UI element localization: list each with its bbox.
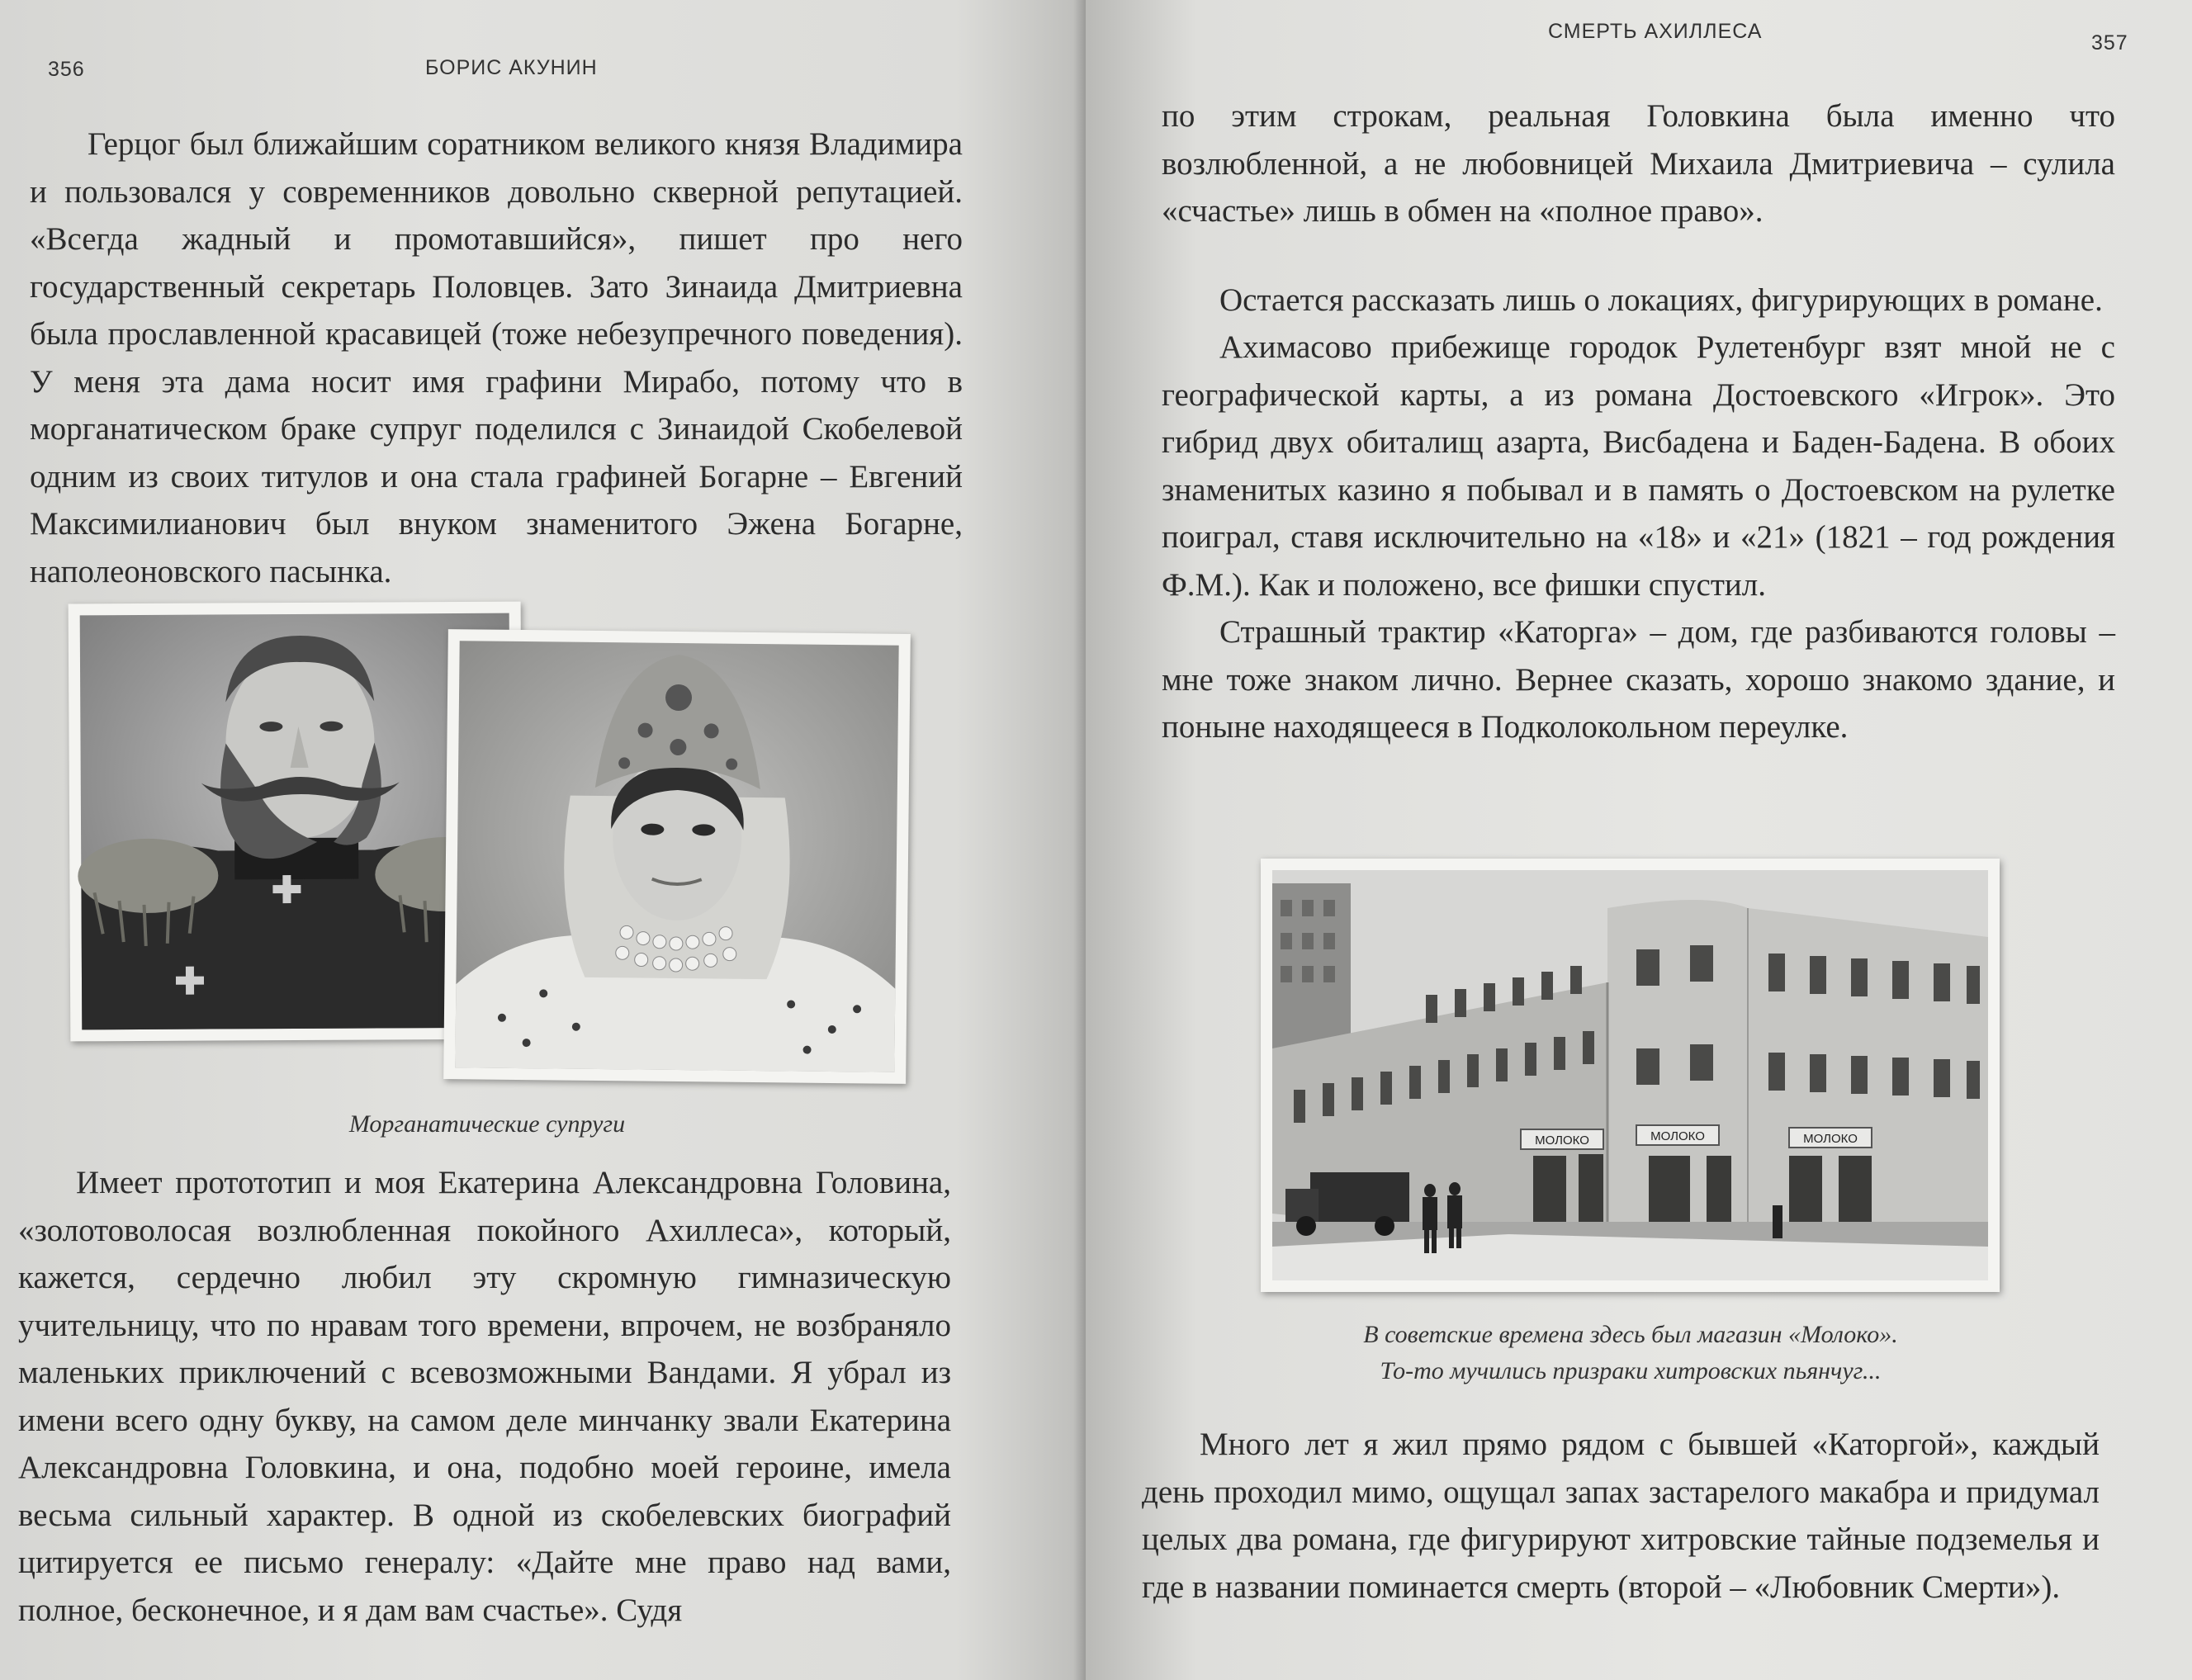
right-paragraph-2: Остается рассказать лишь о локациях, фигурирующих в романе. bbox=[1219, 282, 2103, 318]
left-paragraph-2-block bbox=[18, 1159, 951, 1634]
right-paragraph-1: по этим строкам, реальная Головкина была именно что возлюбленной, а не любовницей Михаила Дмитриевича – сулила «счастье» лишь в обмен на «полное право». bbox=[1162, 98, 2115, 229]
left-paragraph-1-block bbox=[30, 121, 963, 595]
right-page bbox=[1086, 0, 2192, 1680]
left-paragraph-1: Герцог был ближайшим соратником великого князя Владимира и пользовался у современников довольно скверной репутацией. «Всегда жадный и промотавшийся», пишет про него государственный секретарь Половцев. Зато Зинаида Дмитриевна была прославленной красавицей (тоже небезупречного поведения). У меня эта дама носит имя графини Мирабо, потому что в морганатическом браке супруг поделился с Зинаидой Скобелевой одним из своих титулов и она стала графиней Богарне – Евгений Максимилианович был внуком знаменитого Эжена Богарне, наполеоновского пасынка. bbox=[30, 126, 963, 589]
shop-sign-1: МОЛОКО bbox=[1535, 1133, 1589, 1148]
page-number-right: 357 bbox=[2091, 31, 2128, 54]
shop-sign-3: МОЛОКО bbox=[1803, 1132, 1858, 1146]
right-text-top bbox=[1162, 92, 2115, 751]
building-image bbox=[1261, 859, 2000, 1292]
right-paragraph-5: Много лет я жил прямо рядом с бывшей «Каторгой», каждый день проходил мимо, ощущал запах застарелого макабра и придумал целых два романа, где фигурируют хитровские тайные подземелья и где в названии поминается смерть (второй – «Любовник Смерти»). bbox=[1142, 1427, 2100, 1605]
shop-sign-2: МОЛОКО bbox=[1650, 1129, 1705, 1143]
left-figure-caption: Морганатические супруги bbox=[348, 1110, 626, 1138]
portrait-woman-image bbox=[443, 629, 911, 1084]
right-figure-caption bbox=[1201, 1317, 2060, 1389]
left-paragraph-2: Имеет протототип и моя Екатерина Александровна Головина, «золотоволосая возлюбленная покойного Ахиллеса», который, кажется, сердечно любил эту скромную гимназическую учительницу, что по нравам того времени, впрочем, не возбраняло маленьких приключений с всевозможными Вандами. Я убрал из имени всего одну букву, на самом деле минчанку звали Екатерина Александровна Головкина, и она, подобно моей героине, имела весьма сильный характер. В одной из скобелевских биографий цитируется ее письмо генералу: «Дайте мне право над вами, полное, бесконечное, и я дам вам счастье». Судя bbox=[18, 1165, 951, 1628]
building-photo bbox=[1261, 859, 2000, 1292]
running-head-left: БОРИС АКУНИН bbox=[425, 56, 598, 79]
left-page bbox=[0, 0, 1086, 1680]
portrait-woman-photo bbox=[443, 629, 911, 1084]
right-caption-line-2: То-то мучились призраки хитровских пьянчуг... bbox=[1380, 1357, 1882, 1384]
right-caption-line-1: В советские времена здесь был магазин «Молоко». bbox=[1363, 1321, 1898, 1348]
page-number-left: 356 bbox=[48, 58, 85, 81]
running-head-right: СМЕРТЬ АХИЛЛЕСА bbox=[1548, 20, 1763, 43]
right-paragraph-4: Страшный трактир «Каторга» – дом, где разбиваются головы – мне тоже знаком лично. Вернее сказать, хорошо знакомо здание, и поныне находящееся в Подколокольном переулке. bbox=[1162, 614, 2115, 745]
right-paragraph-3: Ахимасово прибежище городок Рулетенбург взят мной не с географической карты, а из романа Достоевского «Игрок». Это гибрид двух обиталищ азарта, Висбадена и Баден-Бадена. В обоих знаменитых казино я побывал и в память о Достоевском на рулетке поиграл, ставя исключительно на «18» и «21» (1821 – год рождения Ф.М.). Как и положено, все фишки спустил. bbox=[1162, 329, 2115, 603]
right-text-bottom bbox=[1142, 1421, 2100, 1611]
